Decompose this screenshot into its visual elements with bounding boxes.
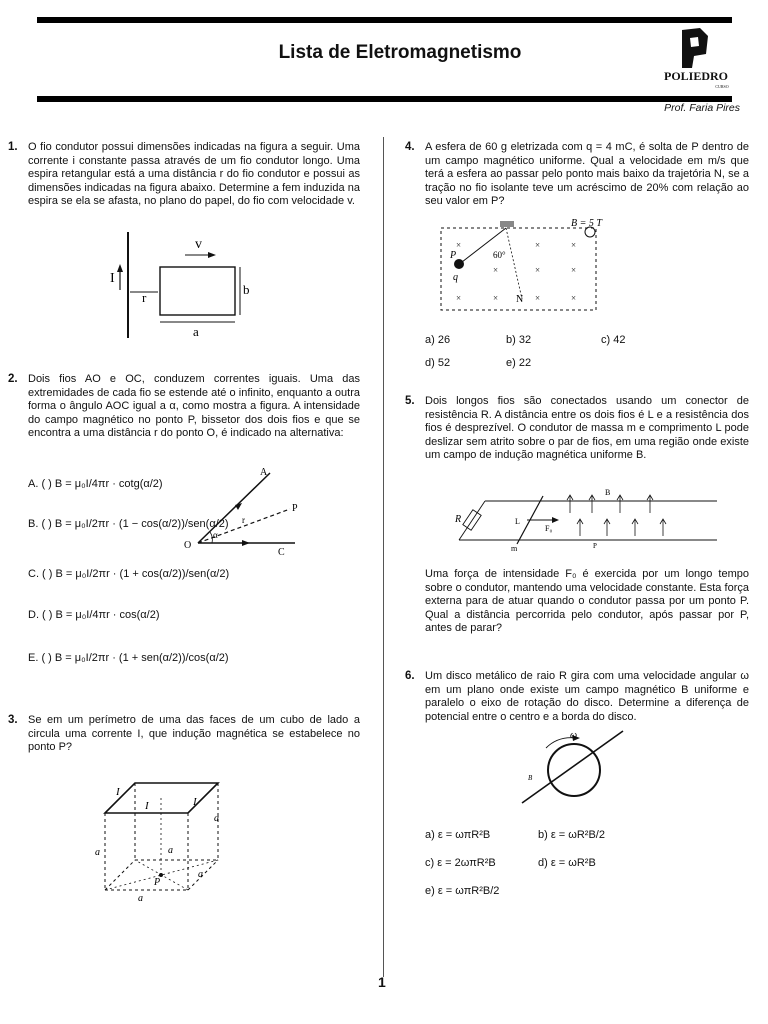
svg-text:×: × [571,240,577,250]
q3-label-a-bottom: a [138,893,143,904]
question-4 [405,141,749,209]
q2-label-C: C [278,547,285,558]
question-number: 2. [8,373,18,385]
q2-option-b: B. ( ) B = μ₀I/2πr · (1 − cos(α/2))/sen(α/2) [28,518,229,530]
q4-option-b: b) 32 [506,334,532,346]
professor-name: Prof. Faria Pires [664,102,740,114]
q4-label-angle: 60° [493,250,506,260]
q1-label-b: b [243,282,250,297]
svg-text:×: × [493,293,499,303]
q5-label-P: P [593,542,597,550]
q1-figure [100,230,270,345]
page-number: 1 [378,974,386,990]
header-top-rule [37,17,732,23]
q2-option-e: E. ( ) B = μ₀I/2πr · (1 + sen(α/2))/cos(α/2) [28,652,229,664]
q1-label-r: r [142,290,147,305]
svg-text:×: × [456,293,462,303]
q5-label-R: R [455,514,462,525]
svg-text:×: × [571,265,577,275]
q3-label-a-center: a [168,845,173,856]
poliedro-logo [656,28,736,92]
q2-label-A: A [260,467,268,478]
q6-option-d: d) ε = ωR²B [538,857,596,869]
q4-option-d: d) 52 [425,357,451,369]
q6-label-B: B [528,774,533,782]
q2-label-P: P [292,503,298,514]
q4-option-c: c) 42 [601,334,626,346]
question-text: O fio condutor possui dimensões indicadas na figura a seguir. Uma corrente i constante passa através de um fio condutor longo. Uma espira retangular está a uma distância r do fio condutor e possui as dimensões indicadas na figura abaixo. Determine a fem induzida na espira se ela se afasta, no plano do papel, do fio com velocidade v. [28,141,360,208]
question-number: 1. [8,141,18,153]
q5-label-F0: F₀ [545,524,553,533]
column-divider [383,137,384,977]
page-title: Lista de Eletromagnetismo [278,42,522,63]
q6-option-e: e) ε = ωπR²B/2 [425,885,500,897]
q3-label-a-right: a [214,813,219,824]
q5-label-B: B [605,488,611,497]
q3-label-I-top: I [116,786,120,798]
q4-figure [438,214,603,319]
q2-label-alpha: α [213,530,218,540]
q1-label-a: a [193,324,199,339]
question-text: A esfera de 60 g eletrizada com q = 4 mC, é solta de P dentro de um campo magnético uniforme. Qual a velocidade em m/s que terá a esfera ao passar pelo ponto mais baixo da trajetória N, se a tração no fio isolante teve um acréscimo de 20% com relação ao seu valor em P? [425,141,749,208]
question-2 [8,373,360,441]
q5-label-m: m [511,544,518,553]
q3-label-P: P [154,877,161,888]
question-1 [8,141,360,209]
q6-label-omega: ω [570,730,578,741]
svg-text:×: × [535,240,541,250]
q6-option-a: a) ε = ωπR²B [425,829,491,841]
q5-label-L: L [515,517,520,526]
question-text-continuation: Uma força de intensidade F₀ é exercida por um longo tempo sobre o condutor, mantendo uma velocidade constante. Esta força externa para de atuar quando o condutor passa por um ponto P. Qual a distância percorrida pelo condutor, após passar por P, antes de parar? [425,568,749,635]
q4-label-B: B = 5 T [571,218,602,229]
q2-option-d: D. ( ) B = μ₀I/4πr · cos(α/2) [28,609,160,621]
q3-label-a-bottom-right: a [198,869,203,880]
q1-label-v: v [195,237,202,252]
question-3 [8,714,360,755]
svg-text:×: × [535,293,541,303]
svg-text:×: × [571,293,577,303]
q3-label-a-left: a [95,847,100,858]
q4-option-e: e) 22 [506,357,532,369]
question-5 [405,395,749,463]
q4-option-a: a) 26 [425,334,451,346]
question-number: 4. [405,141,415,153]
question-text: Se em um perímetro de uma das faces de um cubo de lado a circula uma corrente I, que indução magnética se estabelece no ponto P? [28,714,360,754]
svg-text:×: × [456,240,462,250]
q3-figure [90,765,240,910]
q4-label-q: q [453,272,458,283]
header-bottom-rule [37,96,732,102]
q4-label-P: P [450,250,457,261]
question-number: 6. [405,670,415,682]
svg-text:×: × [493,265,499,275]
question-number: 5. [405,395,415,407]
q3-label-I-mid: I [145,800,149,812]
logo-text: POLIEDRO [663,69,729,83]
question-text: Dois fios AO e OC, conduzem correntes iguais. Uma das extremidades de cada fio se estende até o infinito, enquanto a outra forma o ângulo AOC igual a α, como mostra a figura. A intensidade do campo magnético no ponto P, bissetor dos dois fios e que se encontra a uma distância r do ponto O, é indicado na alternativa: [28,373,360,440]
q1-label-I: I [110,271,115,286]
q2-option-c: C. ( ) B = μ₀I/2πr · (1 + cos(α/2))/sen(α/2) [28,568,230,580]
question-text: Dois longos fios são conectados usando um conector de resistência R. A distância entre os dois fios é L e a resistência dos fios é desprezível. O condutor de massa m e comprimento L pode deslizar sem atrito sobre o par de fios, em uma região onde existe um campo de indução magnética uniforme B. [425,395,749,462]
question-text: Um disco metálico de raio R gira com uma velocidade angular ω em um plano onde existe um campo magnético B uniforme e paralelo o eixo de rotação do disco. Determine a diferença de potencial entre o centro e a borda do disco. [425,670,749,723]
logo-subtext: CURSO [715,84,729,89]
q2-figure [180,465,310,565]
q2-label-r: r [242,515,245,525]
q3-label-I-right: I [193,796,197,808]
q5-figure [445,478,720,561]
question-6 [405,670,749,724]
q6-figure [518,728,628,813]
q6-option-c: c) ε = 2ωπR²B [425,857,496,869]
svg-text:×: × [535,265,541,275]
question-number: 3. [8,714,18,726]
q4-label-N: N [516,294,524,305]
q2-option-a: A. ( ) B = μ₀I/4πr · cotg(α/2) [28,478,163,490]
q2-label-O: O [184,540,192,551]
q6-option-b: b) ε = ωR²B/2 [538,829,605,841]
question-5-continuation [425,568,749,636]
